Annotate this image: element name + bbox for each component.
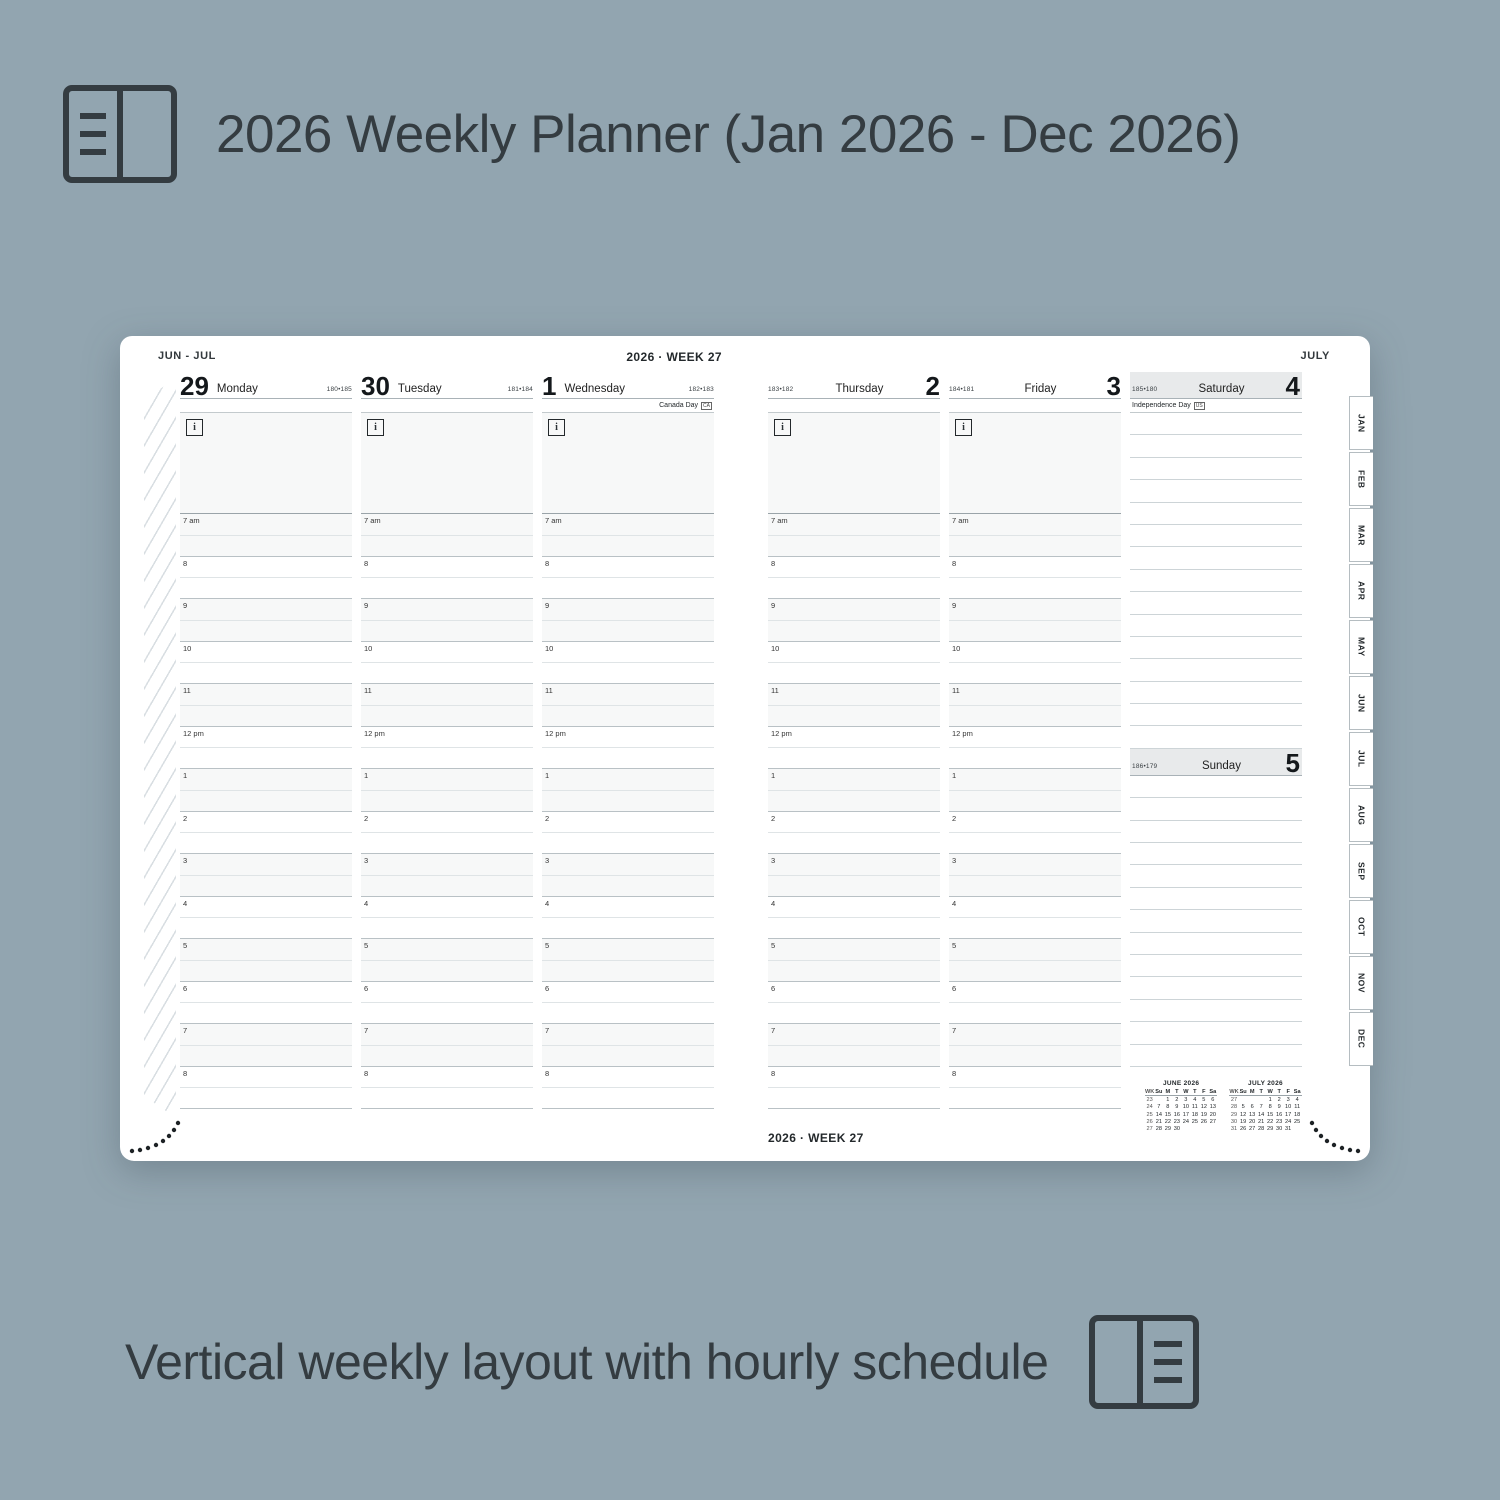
tab-label: AUG — [1356, 804, 1367, 826]
mini-day: 29 — [1164, 1126, 1171, 1133]
hour-label: 4 — [364, 898, 369, 908]
mini-day: 2 — [1277, 1096, 1281, 1103]
day-header-saturday — [1130, 372, 1302, 399]
footer — [125, 1310, 1200, 1414]
hour-label: 3 — [952, 856, 957, 865]
tab-label: MAY — [1356, 637, 1367, 657]
tab-label: JUL — [1356, 750, 1367, 768]
day-code: 184•181 — [949, 386, 975, 393]
mini-day: 21 — [1155, 1118, 1162, 1125]
mini-day — [1208, 1126, 1217, 1133]
day-column-weekend[interactable] — [1130, 372, 1302, 1109]
mini-week-number: 26 — [1146, 1118, 1153, 1125]
mini-week-number: 30 — [1230, 1118, 1238, 1125]
mini-header-cell: T — [1175, 1089, 1179, 1096]
mini-day: 9 — [1277, 1104, 1281, 1111]
day-name: Friday — [1024, 383, 1057, 395]
hour-label: 7 — [545, 1026, 550, 1035]
day-code: 186•179 — [1132, 762, 1158, 770]
mini-row — [1145, 1103, 1217, 1110]
mini-day: 8 — [1166, 1104, 1170, 1111]
mini-day: 14 — [1155, 1111, 1162, 1118]
mini-row — [1145, 1096, 1217, 1104]
hour-label: 7 — [364, 1026, 369, 1035]
hour-label: 10 — [771, 643, 780, 653]
tab-sep[interactable] — [1349, 844, 1373, 898]
mini-day — [1257, 1096, 1266, 1104]
hour-label: 3 — [183, 856, 188, 865]
hour-label: 10 — [183, 643, 192, 653]
hour-label: 11 — [364, 686, 372, 695]
notes-area[interactable] — [361, 413, 533, 514]
tab-label: JAN — [1356, 413, 1367, 433]
day-code: 182•183 — [688, 386, 714, 393]
hour-label: 4 — [183, 898, 188, 908]
day-column-friday[interactable] — [949, 372, 1121, 1109]
notes-area[interactable] — [949, 413, 1121, 514]
hour-grid[interactable] — [361, 514, 533, 1109]
mini-day — [1199, 1126, 1208, 1133]
hour-label: 9 — [952, 601, 957, 610]
hour-label: 1 — [183, 771, 188, 780]
mini-day: 17 — [1285, 1111, 1292, 1118]
hour-label: 7 am — [771, 516, 788, 525]
holiday-row — [768, 399, 940, 413]
holiday-row-saturday — [1130, 399, 1302, 413]
tab-label: NOV — [1356, 973, 1367, 993]
hour-label: 3 — [545, 856, 550, 865]
day-header-sunday — [1130, 749, 1302, 776]
hour-label: 2 — [952, 813, 957, 823]
hour-label: 7 — [183, 1026, 188, 1035]
mini-day: 1 — [1166, 1096, 1170, 1103]
hour-label: 8 — [545, 1068, 550, 1078]
tab-label: APR — [1356, 581, 1367, 601]
mini-day: 5 — [1241, 1104, 1245, 1111]
mini-header-cell: WK — [1145, 1089, 1155, 1096]
mini-day: 12 — [1200, 1104, 1207, 1111]
mini-day — [1181, 1126, 1190, 1133]
hour-label: 1 — [952, 771, 957, 780]
header — [62, 78, 1240, 190]
left-month-header: JUN - JUL — [158, 350, 216, 362]
mini-day: 6 — [1250, 1104, 1254, 1111]
day-header — [361, 372, 533, 399]
mini-day: 31 — [1285, 1126, 1292, 1133]
mini-header-cell: M — [1249, 1089, 1255, 1096]
info-icon: i — [548, 419, 565, 436]
mini-header-cell: Su — [1155, 1089, 1163, 1096]
hour-label: 7 am — [183, 516, 200, 525]
hour-label: 7 am — [545, 516, 562, 525]
day-number: 3 — [1106, 371, 1121, 401]
mini-day: 24 — [1182, 1118, 1189, 1125]
mini-week-number: 29 — [1230, 1111, 1238, 1118]
day-code: 183•182 — [768, 386, 794, 393]
mini-day: 27 — [1209, 1118, 1216, 1125]
mini-day: 30 — [1276, 1126, 1283, 1133]
hour-label: 12 pm — [183, 728, 204, 738]
mini-day: 25 — [1191, 1118, 1198, 1125]
edge-hatch-decoration — [144, 378, 176, 1118]
mini-row — [1229, 1103, 1301, 1110]
hour-label: 5 — [545, 941, 550, 950]
mini-day: 4 — [1295, 1096, 1299, 1103]
holiday-label: Canada Day — [659, 402, 699, 409]
holiday-row — [180, 399, 352, 413]
hour-label: 8 — [771, 1068, 776, 1078]
hour-label: 12 pm — [952, 728, 973, 738]
mini-day: 11 — [1191, 1104, 1198, 1111]
notes-area[interactable] — [768, 413, 940, 514]
mini-day: 20 — [1249, 1118, 1256, 1125]
mini-row — [1145, 1126, 1217, 1133]
day-column-thursday[interactable] — [768, 372, 940, 1109]
planner-right-page — [740, 336, 1370, 1161]
hour-label: 4 — [952, 898, 957, 908]
mini-day — [1190, 1126, 1199, 1133]
hour-label: 8 — [183, 1068, 188, 1078]
hour-label: 5 — [183, 941, 188, 950]
tab-dec[interactable] — [1349, 1012, 1373, 1066]
hour-label: 11 — [545, 686, 553, 695]
planner-spread — [120, 336, 1370, 1161]
mini-day: 18 — [1294, 1111, 1301, 1118]
mini-day: 16 — [1276, 1111, 1283, 1118]
mini-calendar-title: JUNE 2026 — [1163, 1080, 1200, 1088]
hour-grid[interactable] — [542, 514, 714, 1109]
hour-label: 12 pm — [364, 728, 385, 738]
mini-header-cell: M — [1165, 1089, 1171, 1096]
mini-day: 27 — [1249, 1126, 1256, 1133]
hour-label: 7 — [952, 1026, 957, 1035]
mini-day: 25 — [1294, 1118, 1301, 1125]
day-column-monday[interactable] — [180, 372, 352, 1109]
mini-header-cell: W — [1183, 1089, 1189, 1096]
mini-day: 9 — [1175, 1104, 1179, 1111]
footer-caption: Vertical weekly layout with hourly schedule — [125, 1334, 1049, 1390]
mini-day: 2 — [1175, 1096, 1179, 1103]
hour-label: 6 — [771, 983, 776, 993]
open-book-icon — [62, 78, 178, 190]
planner-left-page — [120, 336, 740, 1161]
day-number: 29 — [180, 371, 209, 401]
hour-label: 1 — [545, 771, 550, 780]
mini-day: 23 — [1173, 1118, 1180, 1125]
hour-label: 9 — [364, 601, 369, 610]
hour-grid[interactable] — [768, 514, 940, 1109]
mini-week-number: 25 — [1146, 1111, 1153, 1118]
mini-calendar-june — [1145, 1080, 1217, 1133]
hour-label: 6 — [545, 983, 550, 993]
holiday-label: Independence Day — [1132, 402, 1191, 409]
tab-oct[interactable] — [1349, 900, 1373, 954]
day-code: 185•180 — [1132, 386, 1158, 393]
mini-day: 28 — [1155, 1126, 1162, 1133]
open-book-icon — [1088, 1310, 1200, 1414]
hour-label: 8 — [545, 558, 550, 568]
hour-label: 9 — [183, 601, 188, 610]
mini-day: 29 — [1267, 1126, 1274, 1133]
mini-week-number: 28 — [1230, 1104, 1238, 1111]
notes-area[interactable] — [542, 413, 714, 514]
hour-label: 2 — [183, 813, 188, 823]
mini-day: 1 — [1268, 1096, 1272, 1103]
tab-label: FEB — [1356, 469, 1367, 489]
hour-label: 9 — [771, 601, 776, 610]
mini-header-cell: Sa — [1293, 1089, 1301, 1096]
tab-label: SEP — [1356, 861, 1367, 881]
day-number: 4 — [1285, 371, 1300, 401]
hour-label: 5 — [771, 941, 776, 950]
hour-label: 12 pm — [771, 728, 792, 738]
tab-mar[interactable] — [1349, 508, 1373, 562]
mini-day: 6 — [1211, 1096, 1215, 1103]
mini-day: 7 — [1157, 1104, 1161, 1111]
mini-day: 16 — [1173, 1111, 1180, 1118]
hour-label: 7 — [771, 1026, 776, 1035]
mini-day: 3 — [1184, 1096, 1188, 1103]
day-number: 30 — [361, 371, 390, 401]
mini-day: 8 — [1268, 1104, 1272, 1111]
hour-label: 6 — [952, 983, 957, 993]
hour-label: 2 — [771, 813, 776, 823]
mini-day: 4 — [1193, 1096, 1197, 1103]
mini-day: 7 — [1259, 1104, 1263, 1111]
mini-week-number: 23 — [1146, 1096, 1153, 1103]
mini-header-cell: W — [1267, 1089, 1273, 1096]
hour-label: 3 — [364, 856, 369, 865]
tab-jul[interactable] — [1349, 732, 1373, 786]
hour-label: 5 — [364, 941, 369, 950]
mini-week-number: 27 — [1230, 1096, 1238, 1103]
day-code: 181•184 — [507, 386, 533, 393]
mini-header-cell: F — [1286, 1089, 1290, 1096]
mini-day: 24 — [1285, 1118, 1292, 1125]
tab-apr[interactable] — [1349, 564, 1373, 618]
day-code: 180•185 — [326, 386, 352, 393]
hour-label: 1 — [364, 771, 369, 780]
mini-row — [1229, 1126, 1301, 1133]
hour-label: 7 am — [952, 516, 969, 525]
saturday-lines[interactable] — [1130, 413, 1302, 749]
mini-calendar-july — [1229, 1080, 1301, 1133]
hour-label: 8 — [183, 558, 188, 568]
mini-day — [1154, 1096, 1163, 1104]
country-flag-badge: CA — [703, 402, 710, 409]
mini-header-cell: WK — [1229, 1089, 1239, 1096]
mini-day: 20 — [1209, 1111, 1216, 1118]
day-header — [949, 372, 1121, 399]
mini-day: 5 — [1202, 1096, 1206, 1103]
mini-calendar-title: JULY 2026 — [1248, 1080, 1283, 1088]
day-name: Sunday — [1201, 759, 1241, 772]
day-number: 2 — [925, 371, 940, 401]
tab-jun[interactable] — [1349, 676, 1373, 730]
info-icon: i — [367, 419, 384, 436]
mini-day: 21 — [1258, 1118, 1265, 1125]
mini-day: 23 — [1276, 1118, 1283, 1125]
page-title: 2026 Weekly Planner (Jan 2026 - Dec 2026) — [216, 104, 1241, 164]
day-name: Saturday — [1198, 383, 1245, 395]
mini-week-number: 27 — [1146, 1126, 1153, 1133]
mini-day: 19 — [1240, 1118, 1247, 1125]
left-day-columns — [180, 372, 714, 1109]
hour-label: 9 — [545, 601, 550, 610]
hour-label: 8 — [364, 1068, 369, 1078]
hour-label: 4 — [545, 898, 550, 908]
holiday-row — [949, 399, 1121, 413]
tab-aug[interactable] — [1349, 788, 1373, 842]
mini-header-cell: T — [1277, 1089, 1281, 1096]
mini-header-cell: F — [1202, 1089, 1206, 1096]
mini-row — [1145, 1111, 1217, 1118]
day-column-wednesday[interactable] — [542, 372, 714, 1109]
day-header — [768, 372, 940, 399]
day-name: Thursday — [835, 383, 884, 395]
hour-label: 8 — [771, 558, 776, 568]
hour-label: 11 — [952, 686, 960, 695]
hour-label: 6 — [183, 983, 188, 993]
mini-day: 28 — [1258, 1126, 1265, 1133]
day-number: 1 — [542, 371, 557, 401]
info-icon: i — [955, 419, 972, 436]
hour-label: 4 — [771, 898, 776, 908]
right-week-label: 2026 · WEEK 27 — [768, 1131, 864, 1145]
mini-day: 13 — [1249, 1111, 1256, 1118]
hour-label: 8 — [952, 558, 957, 568]
hour-label: 2 — [545, 813, 550, 823]
hour-label: 5 — [952, 941, 957, 950]
mini-row — [1145, 1118, 1217, 1125]
sunday-lines[interactable] — [1130, 776, 1302, 1067]
hour-grid[interactable] — [949, 514, 1121, 1109]
mini-day: 12 — [1240, 1111, 1247, 1118]
mini-day: 3 — [1286, 1096, 1290, 1103]
right-month-header: JULY — [1300, 350, 1330, 362]
tab-label: DEC — [1356, 1029, 1367, 1049]
tab-label: JUN — [1356, 693, 1367, 713]
mini-day: 15 — [1164, 1111, 1171, 1118]
mini-row — [1229, 1096, 1301, 1104]
mini-day: 26 — [1240, 1126, 1247, 1133]
day-header — [542, 372, 714, 399]
day-name: Monday — [216, 383, 258, 395]
day-name: Tuesday — [397, 383, 442, 395]
hour-label: 11 — [183, 686, 191, 695]
tab-may[interactable] — [1349, 620, 1373, 674]
mini-day: 30 — [1173, 1126, 1180, 1133]
info-icon: i — [774, 419, 791, 436]
mini-week-number: 24 — [1146, 1104, 1153, 1111]
mini-day: 10 — [1285, 1104, 1292, 1111]
tab-label: MAR — [1356, 524, 1367, 546]
right-day-columns — [768, 372, 1302, 1109]
month-tab-strip[interactable] — [1349, 396, 1373, 1066]
hour-label: 3 — [771, 856, 776, 865]
hour-label: 2 — [364, 813, 369, 823]
mini-header-cell: T — [1193, 1089, 1197, 1096]
mini-day: 11 — [1294, 1104, 1301, 1111]
mini-day: 19 — [1200, 1111, 1207, 1118]
hour-label: 10 — [545, 643, 554, 653]
day-number: 5 — [1285, 747, 1300, 778]
mini-header-cell: Su — [1239, 1089, 1247, 1096]
holiday-row — [361, 399, 533, 413]
hour-label: 8 — [364, 558, 369, 568]
left-week-label: 2026 · WEEK 27 — [626, 350, 722, 364]
hour-label: 1 — [771, 771, 776, 780]
notes-area[interactable] — [180, 413, 352, 514]
day-header — [180, 372, 352, 399]
hour-grid[interactable] — [180, 514, 352, 1109]
tab-nov[interactable] — [1349, 956, 1373, 1010]
hour-label: 11 — [771, 686, 779, 695]
hour-label: 10 — [952, 643, 961, 653]
mini-day: 22 — [1164, 1118, 1171, 1125]
hour-label: 12 pm — [545, 728, 566, 738]
mini-week-number: 31 — [1230, 1126, 1238, 1133]
tab-jan[interactable] — [1349, 396, 1373, 450]
hour-label: 6 — [364, 983, 369, 993]
mini-day — [1239, 1096, 1248, 1104]
mini-day: 17 — [1182, 1111, 1189, 1118]
hour-label: 7 am — [364, 516, 381, 525]
mini-day: 18 — [1191, 1111, 1198, 1118]
mini-row — [1229, 1118, 1301, 1125]
hour-label: 8 — [952, 1068, 957, 1078]
corner-dot-decoration — [1294, 1117, 1364, 1157]
mini-day — [1248, 1096, 1257, 1104]
mini-day: 26 — [1200, 1118, 1207, 1125]
hour-label: 10 — [364, 643, 373, 653]
mini-header-cell: T — [1259, 1089, 1263, 1096]
mini-day: 13 — [1209, 1104, 1216, 1111]
country-flag-badge: US — [1195, 402, 1203, 409]
day-column-tuesday[interactable] — [361, 372, 533, 1109]
mini-day: 22 — [1267, 1118, 1274, 1125]
holiday-row — [542, 399, 714, 413]
mini-day: 14 — [1258, 1111, 1265, 1118]
mini-calendars — [1145, 1080, 1302, 1133]
mini-day: 10 — [1182, 1104, 1189, 1111]
corner-dot-decoration — [126, 1117, 196, 1157]
tab-feb[interactable] — [1349, 452, 1373, 506]
mini-day: 15 — [1267, 1111, 1274, 1118]
mini-header-cell: Sa — [1209, 1089, 1217, 1096]
day-name: Wednesday — [564, 383, 625, 395]
info-icon: i — [186, 419, 203, 436]
mini-row — [1229, 1111, 1301, 1118]
tab-label: OCT — [1356, 917, 1367, 937]
